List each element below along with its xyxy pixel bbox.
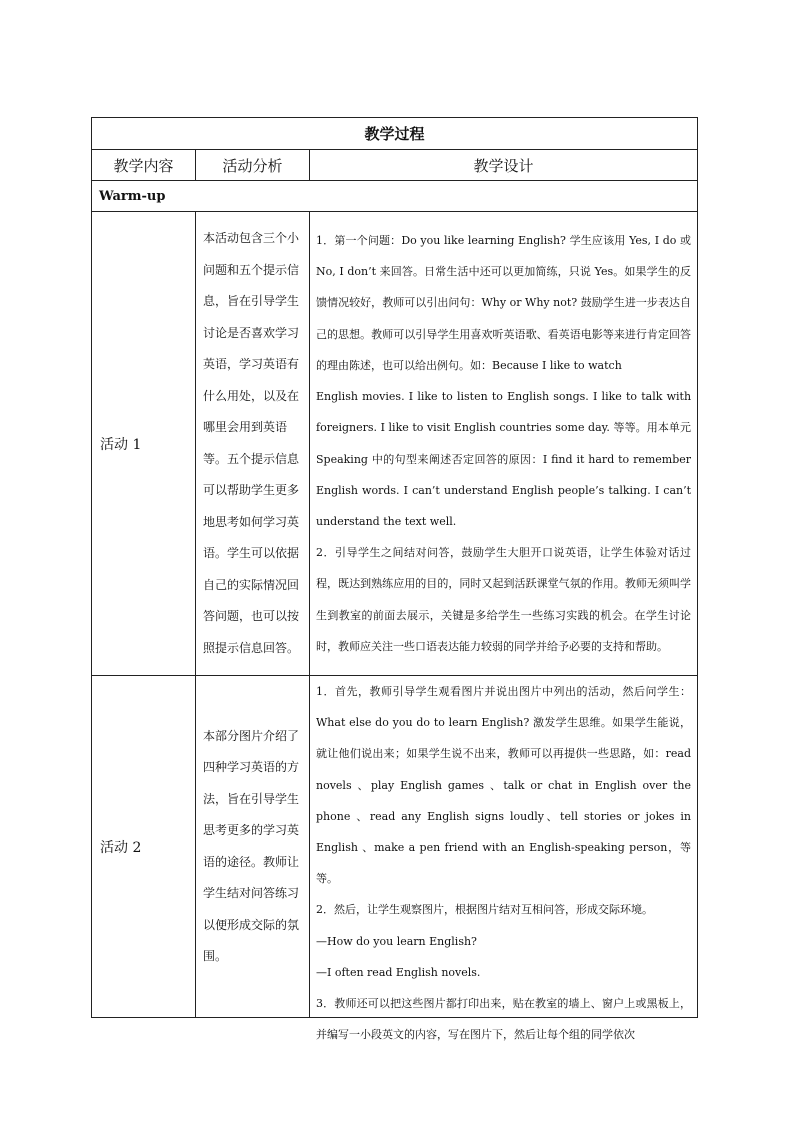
activity-row-1 (92, 212, 698, 676)
activity-analysis-1: 本活动包含三个小问题和五个提示信息，旨在引导学生讨论是否喜欢学习英语，学习英语有什么用处，以及在哪里会用到英语等。五个提示信息可以帮助学生更多地思考如何学习英语。学生可以依据自己的实际情况回答问题，也可以按照提示信息回答。 (196, 212, 310, 676)
design-paragraph: 1．第一个问题：Do you like learning English? 学生应该用 Yes, I do 或 No, I don’t 来回答。日常生活中还可以更加简练，只说 Yes。如果学生的反馈情况较好，教师可以引出问句：Why or Why not? 鼓励学生进一步表达自己的思想。教师可以引导学生用喜欢听英语歌、看英语电影等来进行肯定回答的理由陈述，也可以给出例句。如：Because I like to watch (316, 234, 692, 372)
design-paragraph: 3．教师还可以把这些图片都打印出来，贴在教室的墙上、窗户上或黑板上，并编写一小段英文的内容，写在图片下，然后让每个组的同学依次 (316, 997, 692, 1042)
dialogue-line: —I often read English novels. (316, 965, 481, 979)
design-paragraph: 1．首先，教师引导学生观看图片并说出图片中列出的活动，然后问学生：What else do you do to learn English? 激发学生思维。如果学生能说，就让他们说出来；如果学生说不出来，教师可以再提供一些思路，如：read novels 、play English games 、talk or chat in English over the phone 、read any English signs loudly、tell stories or jokes in English 、make a pen friend with an English-speaking person，等等。 (316, 685, 692, 886)
design-paragraph: 2．然后，让学生观察图片，根据图片结对互相问答，形成交际环境。 (316, 903, 653, 917)
activity-name-1: 活动 1 (92, 212, 196, 676)
table-title: 教学过程 (92, 118, 698, 150)
teaching-process-table (91, 117, 698, 1042)
design-paragraph: English movies. I like to listen to English songs. I like to talk with foreigners. I like to visit English countries some day. 等等。用本单元 Speaking 中的句型来阐述否定回答的原因：I find it hard to remember English words. I can’t understand English people’s talking. I can’t understand the text well. (316, 390, 692, 528)
activity-name-2: 活动 2 (92, 676, 196, 1018)
activity-analysis-2: 本部分图片介绍了四种学习英语的方法，旨在引导学生思考更多的学习英语的途径。教师让学生结对问答练习以便形成交际的氛围。 (196, 676, 310, 1018)
header-content: 教学内容 (92, 150, 196, 181)
dialogue-line: —How do you learn English? (316, 934, 477, 948)
activity-row-2 (92, 676, 698, 1018)
activity-design-1 (310, 212, 698, 676)
section-warm-up: Warm-up (92, 181, 698, 212)
header-analysis: 活动分析 (196, 150, 310, 181)
activity-design-2 (310, 676, 698, 1042)
header-design: 教学设计 (310, 150, 698, 181)
design-paragraph: 2．引导学生之间结对问答，鼓励学生大胆开口说英语，让学生体验对话过程，既达到熟练应用的目的，同时又起到活跃课堂气氛的作用。教师无须叫学生到教室的前面去展示，关键是多给学生一些练习实践的机会。在学生讨论时，教师应关注一些口语表达能力较弱的同学并给予必要的支持和帮助。 (316, 546, 692, 653)
